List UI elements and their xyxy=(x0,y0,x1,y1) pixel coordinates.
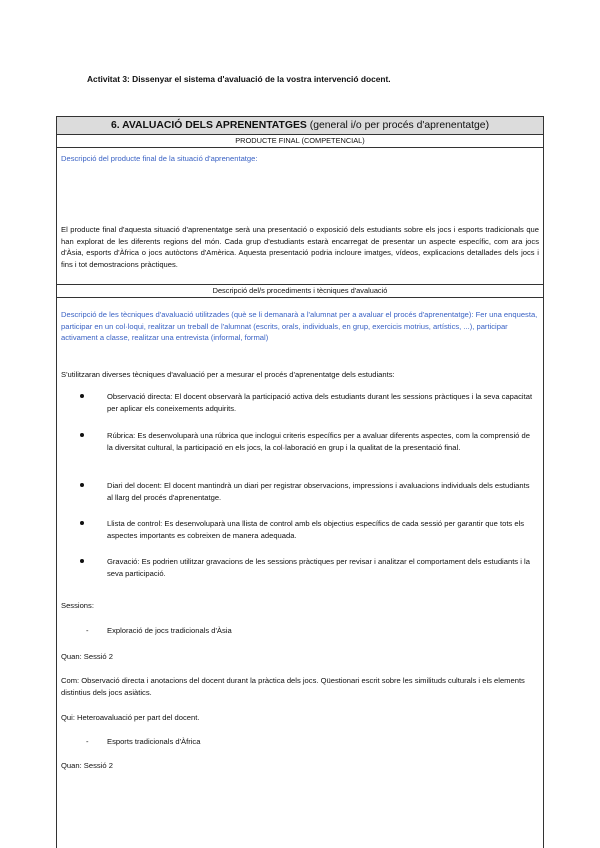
bullet-dot-icon xyxy=(80,559,84,563)
bullet-item xyxy=(107,391,537,414)
evaluation-table xyxy=(56,116,544,848)
product-cell xyxy=(57,148,543,285)
session-item xyxy=(86,736,537,748)
bullet-text: Rúbrica: Es desenvoluparà una rúbrica que inclogui criteris específics per a avaluar diferents aspectes, com la comprensió de la diversitat cultural, la participació en els jocs, la col·laboració en grup i la qualitat de la presentació final. xyxy=(107,431,530,452)
dash-marker: - xyxy=(86,737,89,746)
activity-title: Activitat 3: Dissenyar el sistema d'avaluació de la vostra intervenció docent. xyxy=(87,74,391,84)
section-title-bold: 6. AVALUACIÓ DELS APRENENTATGES xyxy=(110,120,307,131)
session-item xyxy=(86,625,537,637)
session-title: Esports tradicionals d'Àfrica xyxy=(107,737,201,746)
procedures-intro: S'utilitzaran diverses tècniques d'avaluació per a mesurar el procés d'aprenentatge dels estudiants: xyxy=(61,370,395,379)
product-text: El producte final d'aquesta situació d'aprenentatge serà una presentació o exposició dels estudiants sobre els jocs i esports tradicionals que han explorat de les diferents regions del món. Cada grup d'estudiants estarà encarregat de presentar un aspecte específic, com ara jocs d'Àsia, esports d'Àfrica o jocs autòctons d'Amèrica. Aquesta presentació podria incloure imatges, vídeos, explicacions detallades dels jocs i fins i tot demostracions pràctiques. xyxy=(61,225,539,269)
bullet-text: Diari del docent: El docent mantindrà un diari per registrar observacions, impressions i avaluacions individuals dels estudiants al llarg del procés d'aprenentatge. xyxy=(107,481,530,502)
who-text: Qui: Heteroavaluació per part del docent. xyxy=(61,713,200,722)
bullet-dot-icon xyxy=(80,483,84,487)
session-title: Exploració de jocs tradicionals d'Àsia xyxy=(107,626,232,635)
section-header xyxy=(57,117,543,135)
bullet-item xyxy=(107,430,537,453)
sessions-label: Sessions: xyxy=(61,601,94,610)
bullet-item xyxy=(107,518,537,541)
procedures-header: Descripció del/s procediments i tècniques d'avaluació xyxy=(57,285,543,298)
bullet-dot-icon xyxy=(80,394,84,398)
dash-marker: - xyxy=(86,626,89,635)
bullet-dot-icon xyxy=(80,521,84,525)
when-text: Quan: Sessió 2 xyxy=(61,652,113,661)
bullet-text: Observació directa: El docent observarà la participació activa dels estudiants durant les sessions pràctiques i la seva capacitat per aplicar els coneixements adquirits. xyxy=(107,392,533,413)
bullet-text: Llista de control: Es desenvoluparà una llista de control amb els objectius específics de cada sessió per garantir que tots els aspectes importants es cobreixen de manera adequada. xyxy=(107,519,525,540)
product-header: PRODUCTE FINAL (COMPETENCIAL) xyxy=(57,135,543,148)
how-text: Com: Observació directa i anotacions del docent durant la pràctica dels jocs. Qüestionari escrit sobre les similituds culturals i els elements distintius dels jocs asiàtics. xyxy=(61,676,525,697)
bullet-item xyxy=(107,480,537,503)
procedures-prompt: Descripció de les tècniques d'avaluació utilitzades (què se li demanarà a l'alumnat per a avaluar el procés d'aprenentatge): Fer una enquesta, participar en un col·loqui, realitzar un treball de l'alumnat (escrits, orals, individuals, en grup, exercicis motrius, artístics, ...), participar activament a classe, realitzar una entrevista (informal, formal) xyxy=(61,310,538,342)
section-title-rest: (general i/o per procés d'aprenentatge) xyxy=(306,120,490,131)
bullet-dot-icon xyxy=(80,433,84,437)
bullet-text: Gravació: Es podrien utilitzar gravacions de les sessions pràctiques per revisar i analitzar el comportament dels estudiants i la seva participació. xyxy=(107,557,530,578)
product-prompt: Descripció del producte final de la situació d'aprenentatge: xyxy=(61,154,258,163)
bullet-item xyxy=(107,556,537,579)
when-text: Quan: Sessió 2 xyxy=(61,761,113,770)
